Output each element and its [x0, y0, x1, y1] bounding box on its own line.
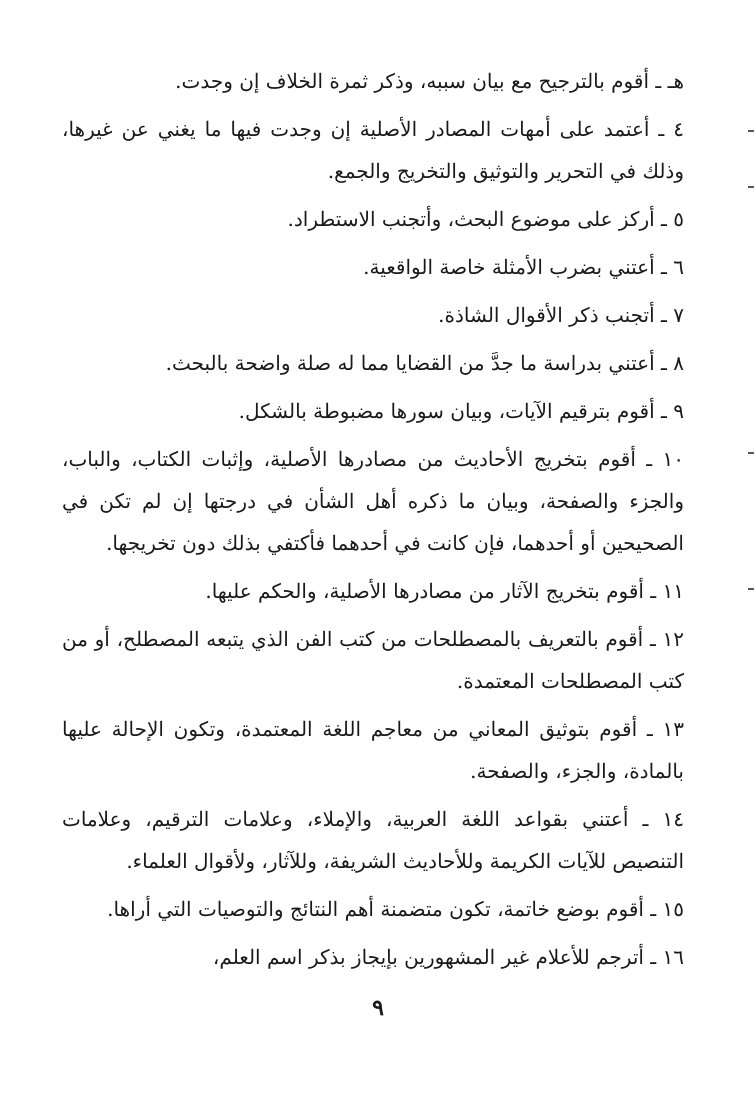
paragraph-14: ١٤ ـ أعتني بقواعد اللغة العربية، والإملاء، وعلامات الترقيم، وعلامات التنصيص للآيات الكريمة وللأحاديث الشريفة، وللآثار، ولأقوال العلماء.: [62, 807, 684, 873]
scan-edge-mark: [748, 588, 754, 590]
paragraph-9: ٩ ـ أقوم بترقيم الآيات، وبيان سورها مضبوطة بالشكل.: [238, 399, 684, 423]
scan-edge-mark: [748, 452, 754, 454]
scan-edge-mark: [748, 130, 754, 132]
paragraph-16: ١٦ ـ أترجم للأعلام غير المشهورين بإيجاز بذكر اسم العلم،: [212, 945, 684, 969]
scan-edge-mark: [748, 186, 754, 188]
paragraph-7: ٧ ـ أتجنب ذكر الأقوال الشاذة.: [438, 303, 684, 327]
paragraph-10: ١٠ ـ أقوم بتخريج الأحاديث من مصادرها الأصلية، وإثبات الكتاب، والباب، والجزء والصفحة، وبيان ما ذكره أهل الشأن في درجتها إن لم تكن في الصحيحين أو أحدهما، فإن كانت في أحدهما فأكتفي بذلك دون تخريجها.: [62, 447, 684, 555]
paragraph-4: ٤ ـ أعتمد على أمهات المصادر الأصلية إن وجدت فيها ما يغني عن غيرها، وذلك في التحرير والتوثيق والتخريج والجمع.: [62, 117, 684, 183]
paragraph-he: هـ ـ أقوم بالترجيح مع بيان سببه، وذكر ثمرة الخلاف إن وجدت.: [175, 69, 684, 93]
paragraph-13: ١٣ ـ أقوم بتوثيق المعاني من معاجم اللغة المعتمدة، وتكون الإحالة عليها بالمادة، والجزء، والصفحة.: [62, 717, 684, 783]
paragraph-6: ٦ ـ أعتني بضرب الأمثلة خاصة الواقعية.: [363, 255, 684, 279]
page-body: [62, 60, 684, 984]
paragraph-15: ١٥ ـ أقوم بوضع خاتمة، تكون متضمنة أهم النتائج والتوصيات التي أراها.: [107, 897, 684, 921]
paragraph-5: ٥ ـ أركز على موضوع البحث، وأتجنب الاستطراد.: [287, 207, 684, 231]
paragraph-12: ١٢ ـ أقوم بالتعريف بالمصطلحات من كتب الفن الذي يتبعه المصطلح، أو من كتب المصطلحات المعتمدة.: [62, 627, 684, 693]
page-number: ٩: [372, 995, 384, 1021]
paragraph-11: ١١ ـ أقوم بتخريج الآثار من مصادرها الأصلية، والحكم عليها.: [205, 579, 684, 603]
paragraph-8: ٨ ـ أعتني بدراسة ما جدَّ من القضايا مما له صلة واضحة بالبحث.: [165, 351, 684, 375]
